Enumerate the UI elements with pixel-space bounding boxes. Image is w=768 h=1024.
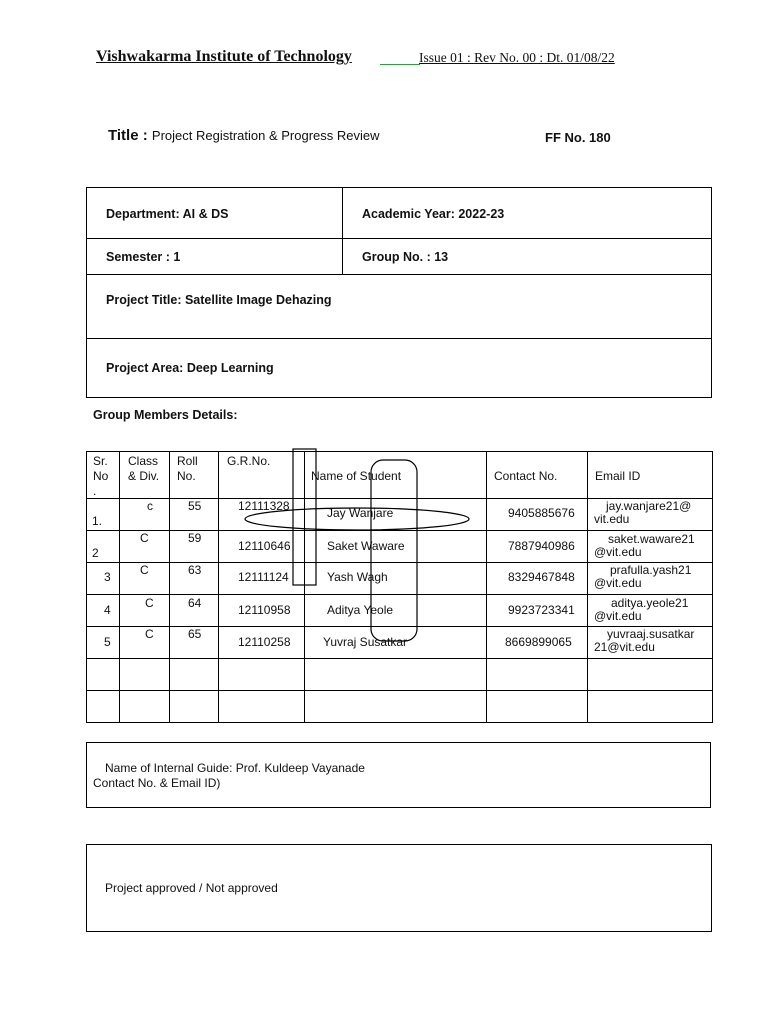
gr-no: 12111328 [238,499,290,513]
class-div: C [140,531,149,545]
sr-no: 5 [104,635,111,649]
roll-no: 59 [188,531,202,545]
class-div: C [145,627,154,641]
group-number: Group No. : 13 [362,250,449,264]
student-name: Yash Wagh [327,570,388,584]
divider [87,274,711,275]
form-title [108,127,380,144]
student-name: Yuvraj Susatkar [323,635,408,649]
project-info-box [86,187,712,398]
semester: Semester : 1 [106,250,181,264]
table-row [87,563,713,595]
roll-no: 65 [188,627,202,641]
approval-status: Project approved / Not approved [105,881,278,895]
class-div: C [145,596,154,610]
table-row-empty [87,691,713,723]
contact-no: 8329467848 [508,570,575,584]
email-id: jay.wanjare21@ [606,499,692,513]
header-contact-no: Contact No. [487,452,588,499]
contact-no: 8669899065 [505,635,572,649]
sr-no: 2 [92,546,99,560]
sr-no: 3 [104,570,111,584]
green-underline [380,64,420,65]
table-row [87,531,713,563]
email-id: aditya.yeole21 [611,596,689,610]
contact-no: 9923723341 [508,603,575,617]
header-class-div: Class & Div. [120,452,170,499]
header-sr-no: Sr. No . [87,452,120,499]
gr-no: 12110958 [238,603,291,617]
email-id: 21@vit.edu [594,640,655,654]
email-id: vit.edu [594,512,630,526]
gr-no: 12111124 [238,570,289,584]
roll-no: 55 [188,499,202,513]
roll-no: 64 [188,596,202,610]
email-id: yuvraaj.susatkar [607,627,695,641]
table-header-row [87,452,713,499]
table-row-empty [87,659,713,691]
header-gr-no: G.R.No. [219,452,305,499]
approval-box [86,844,712,932]
roll-no: 63 [188,563,202,577]
form-title-key: Title : [108,127,152,144]
contact-no: 7887940986 [508,539,575,553]
ff-number: FF No. 180 [545,130,611,145]
gr-no: 12110646 [238,539,291,553]
class-div: c [147,499,153,513]
gr-no: 12110258 [238,635,291,649]
group-members-table [86,451,713,723]
email-id: saket.waware21 [608,532,695,546]
internal-guide-box [86,742,711,808]
student-name: Jay Wanjare [327,506,394,520]
email-id: @vit.edu [594,545,642,559]
table-row [87,499,713,531]
sr-no: 4 [104,603,111,617]
table-row [87,627,713,659]
student-name: Aditya Yeole [327,603,394,617]
divider [87,238,711,239]
divider [87,338,711,339]
header-email-id: Email ID [588,452,713,499]
project-area: Project Area: Deep Learning [106,361,274,375]
divider [342,188,343,275]
sr-no: 1. [92,514,103,528]
guide-contact-label: Contact No. & Email ID) [93,776,221,790]
email-id: @vit.edu [594,609,642,623]
header-roll-no: Roll No. [170,452,219,499]
email-id: prafulla.yash21 [610,563,692,577]
class-div: C [140,563,149,577]
department: Department: AI & DS [106,207,229,221]
institute-name: Vishwakarma Institute of Technology [96,48,352,65]
issue-info: Issue 01 : Rev No. 00 : Dt. 01/08/22 [419,50,615,65]
internal-guide-name: Name of Internal Guide: Prof. Kuldeep Vayanade [105,761,365,775]
academic-year: Academic Year: 2022-23 [362,207,505,221]
form-title-value: Project Registration & Progress Review [151,128,380,143]
student-name: Saket Waware [327,539,405,553]
contact-no: 9405885676 [508,506,575,520]
table-row [87,595,713,627]
email-id: @vit.edu [594,576,642,590]
project-title: Project Title: Satellite Image Dehazing [106,293,332,307]
group-members-label: Group Members Details: [93,408,238,422]
header-student-name: Name of Student [305,452,487,499]
